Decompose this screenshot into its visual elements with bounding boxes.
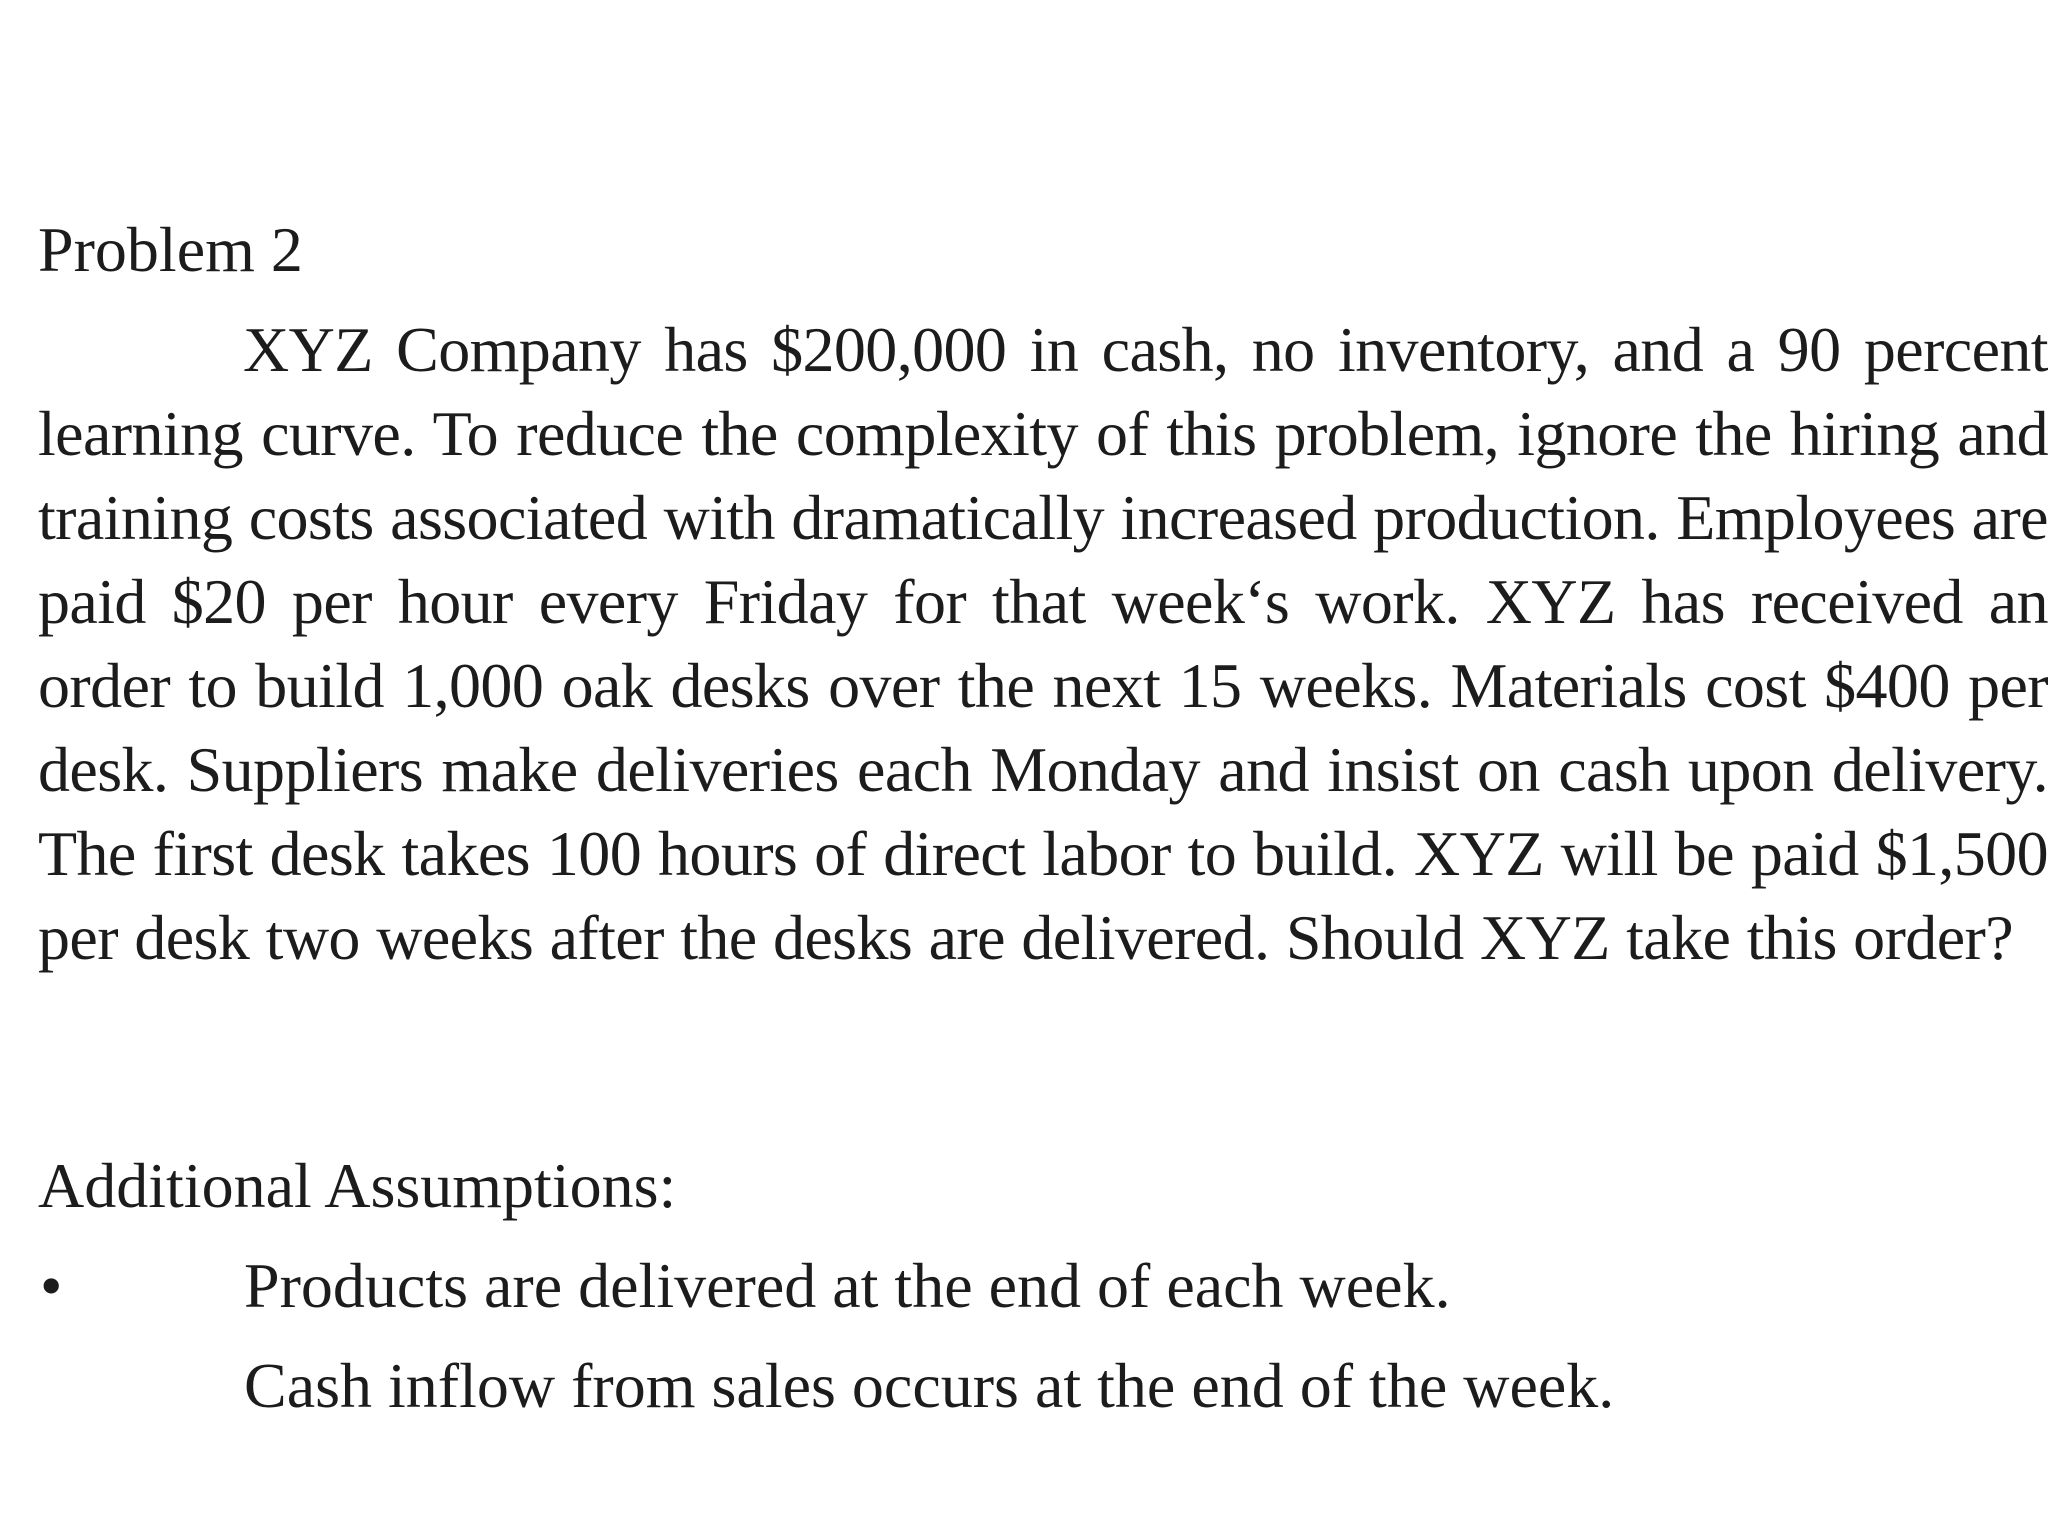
bullet-marker: • xyxy=(40,1250,63,1321)
assumption-item: Cash inflow from sales occurs at the end of the week. xyxy=(244,1350,1615,1421)
assumption-item: Products are delivered at the end of each week. xyxy=(244,1250,1451,1321)
problem-title: Problem 2 xyxy=(38,214,303,285)
assumptions-heading: Additional Assumptions: xyxy=(38,1150,677,1221)
problem-statement: XYZ Company has $200,000 in cash, no inventory, and a 90 percent learning curve. To reduce the complexity of this problem, ignore the hiring and training costs associated with dramatically increased production. Employees are paid $20 per hour every Friday for that week‘s work. XYZ has received an order to build 1,000 oak desks over the next 15 weeks. Materials cost $400 per desk. Suppliers make deliveries each Monday and insist on cash upon delivery. The first desk takes 100 hours of direct labor to build. XYZ will be paid $1,500 per desk two weeks after the desks are delivered. Should XYZ take this order? xyxy=(38,314,2048,973)
